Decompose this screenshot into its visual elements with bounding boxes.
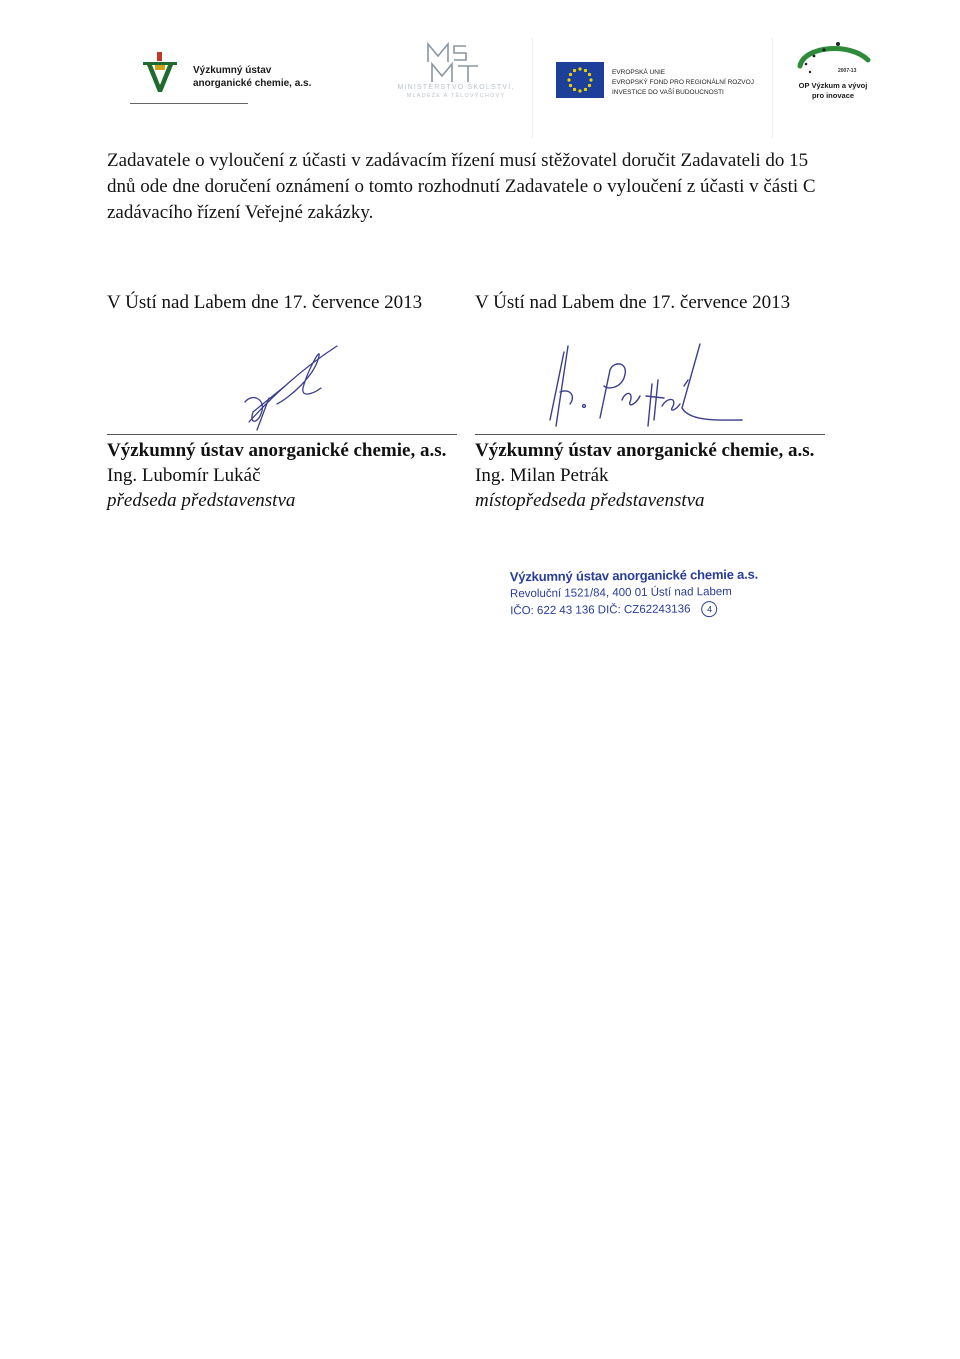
- handwritten-signature-icon: [227, 342, 347, 432]
- company-stamp: [509, 565, 759, 621]
- eu-logo-line2: EVROPSKÝ FOND PRO REGIONÁLNÍ ROZVOJ: [612, 79, 754, 86]
- signature-line: [475, 434, 825, 435]
- op-logo-years: 2007-13: [838, 68, 857, 74]
- vuanch-logo: [140, 50, 340, 105]
- stamp-line3: IČO: 622 43 136 DIČ: CZ62243136: [510, 603, 691, 618]
- msmt-logo-line1: MINISTERSTVO ŠKOLSTVÍ,: [397, 84, 515, 91]
- op-orbit-icon: [794, 38, 874, 78]
- eu-flag-icon: [556, 62, 604, 98]
- msmt-monogram-icon: [422, 42, 486, 84]
- op-vavpi-logo: [788, 38, 878, 108]
- logo-underline: [130, 103, 248, 104]
- signature-block-left: [107, 290, 467, 513]
- signatory-organization: Výzkumný ústav anorganické chemie, a.s.: [107, 440, 447, 461]
- place-date: V Ústí nad Labem dne 17. července 2013: [475, 292, 791, 313]
- vuanch-logo-line1: Výzkumný ústav: [193, 65, 272, 76]
- signatory-name: Ing. Lubomír Lukáč: [107, 465, 261, 486]
- paragraph-line: dnů ode dne doručení oznámení o tomto rozhodnutí Zadavatele o vyloučení z účasti v části C: [107, 176, 816, 197]
- header-divider: [532, 38, 533, 138]
- msmt-logo-line2: MLÁDEŽE A TĚLOVÝCHOVY: [406, 93, 506, 99]
- signature-area: [475, 316, 835, 434]
- vuanch-v-logo-icon: [140, 52, 180, 96]
- signatory-role: místopředseda představenstva: [475, 490, 705, 511]
- msmt-logo: [392, 42, 520, 102]
- place-date: V Ústí nad Labem dne 17. července 2013: [107, 292, 423, 313]
- stamp-line2: Revoluční 1521/84, 400 01 Ústí nad Labem: [509, 585, 732, 601]
- header-divider: [772, 38, 773, 138]
- signatory-name: Ing. Milan Petrák: [475, 465, 609, 486]
- eu-logo: [556, 62, 766, 102]
- stamp-number: 4: [702, 601, 718, 617]
- body-paragraph: [107, 148, 867, 226]
- handwritten-signature-icon: [530, 340, 750, 430]
- signature-block-right: [475, 290, 835, 513]
- stamp-line1: Výzkumný ústav anorganické chemie a.s.: [509, 566, 759, 585]
- signatory-organization: Výzkumný ústav anorganické chemie, a.s.: [475, 440, 815, 461]
- signature-area: [107, 316, 467, 434]
- eu-logo-line3: INVESTICE DO VAŠÍ BUDOUCNOSTI: [612, 89, 724, 96]
- signature-line: [107, 434, 457, 435]
- op-logo-line1: OP Výzkum a vývoj: [798, 81, 868, 90]
- paragraph-line: Zadavatele o vyloučení z účasti v zadávacím řízení musí stěžovatel doručit Zadavateli do 15: [107, 150, 809, 171]
- signatory-role: předseda představenstva: [107, 490, 296, 511]
- vuanch-logo-line2: anorganické chemie, a.s.: [193, 78, 312, 89]
- paragraph-line: zadávacího řízení Veřejné zakázky.: [107, 202, 374, 223]
- op-logo-line2: pro inovace: [811, 91, 855, 100]
- eu-logo-line1: EVROPSKÁ UNIE: [612, 69, 666, 76]
